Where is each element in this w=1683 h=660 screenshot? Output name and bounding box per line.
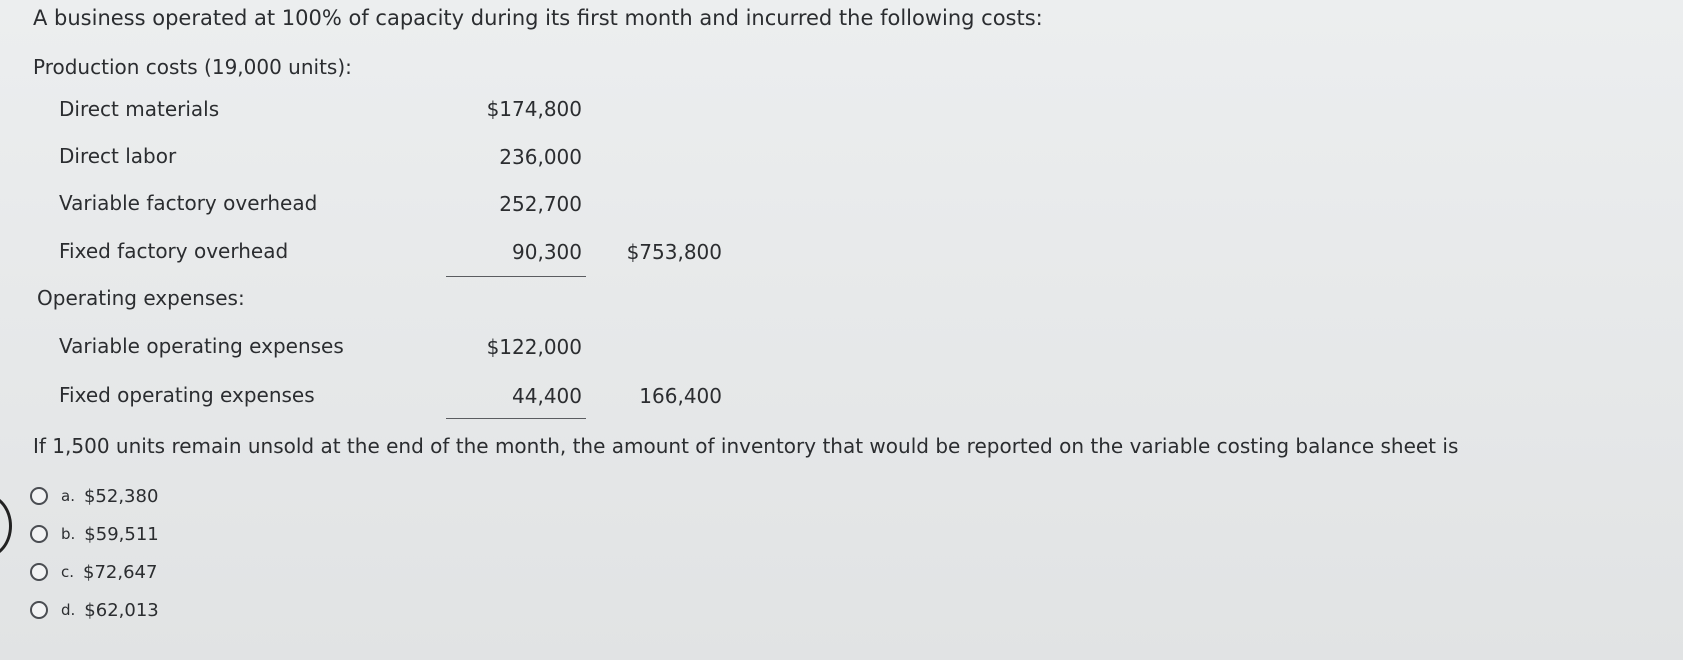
row-label-direct-materials: Direct materials (59, 97, 220, 121)
answer-option-a[interactable] (30, 481, 158, 511)
answer-option-c[interactable] (30, 557, 157, 587)
option-value: $52,380 (83, 485, 159, 507)
row-label-variable-factory-overhead: Variable factory overhead (59, 191, 318, 215)
amount-variable-operating-expenses: $122,000 (486, 335, 582, 359)
amount-fixed-operating-expenses: 44,400 (512, 384, 582, 408)
amount-variable-factory-overhead: 252,700 (499, 192, 582, 216)
amount-fixed-factory-overhead: 90,300 (512, 240, 582, 264)
answer-option-d[interactable] (30, 595, 159, 625)
option-letter: b. (61, 525, 76, 543)
option-value: $72,647 (83, 561, 158, 583)
row-label-fixed-factory-overhead: Fixed factory overhead (59, 239, 289, 263)
option-value: $59,511 (84, 523, 159, 545)
total-production-costs: $753,800 (626, 240, 722, 264)
production-costs-heading: Production costs (19,000 units): (33, 55, 352, 79)
option-letter: d. (61, 601, 76, 619)
subtotal-rule-production (446, 276, 586, 277)
selection-cursor-mark (0, 494, 12, 558)
row-label-variable-operating-expenses: Variable operating expenses (59, 334, 344, 358)
radio-button-icon[interactable] (30, 601, 48, 619)
question-intro: A business operated at 100% of capacity during its first month and incurred the following costs: (33, 6, 1043, 30)
option-letter: c. (61, 563, 75, 581)
subtotal-rule-operating (446, 418, 586, 419)
radio-button-icon[interactable] (30, 525, 48, 543)
answer-option-b[interactable] (30, 519, 159, 549)
operating-expenses-heading: Operating expenses: (37, 286, 245, 310)
row-label-direct-labor: Direct labor (59, 144, 177, 168)
amount-direct-labor: 236,000 (499, 145, 582, 169)
radio-button-icon[interactable] (30, 563, 48, 581)
amount-direct-materials: $174,800 (486, 97, 582, 121)
total-operating-expenses: 166,400 (639, 384, 722, 408)
option-value: $62,013 (84, 599, 159, 621)
row-label-fixed-operating-expenses: Fixed operating expenses (59, 383, 315, 407)
option-letter: a. (61, 487, 75, 505)
radio-button-icon[interactable] (30, 487, 48, 505)
question-text: If 1,500 units remain unsold at the end of the month, the amount of inventory that would be reported on the variable costing balance sheet is (33, 434, 1459, 458)
